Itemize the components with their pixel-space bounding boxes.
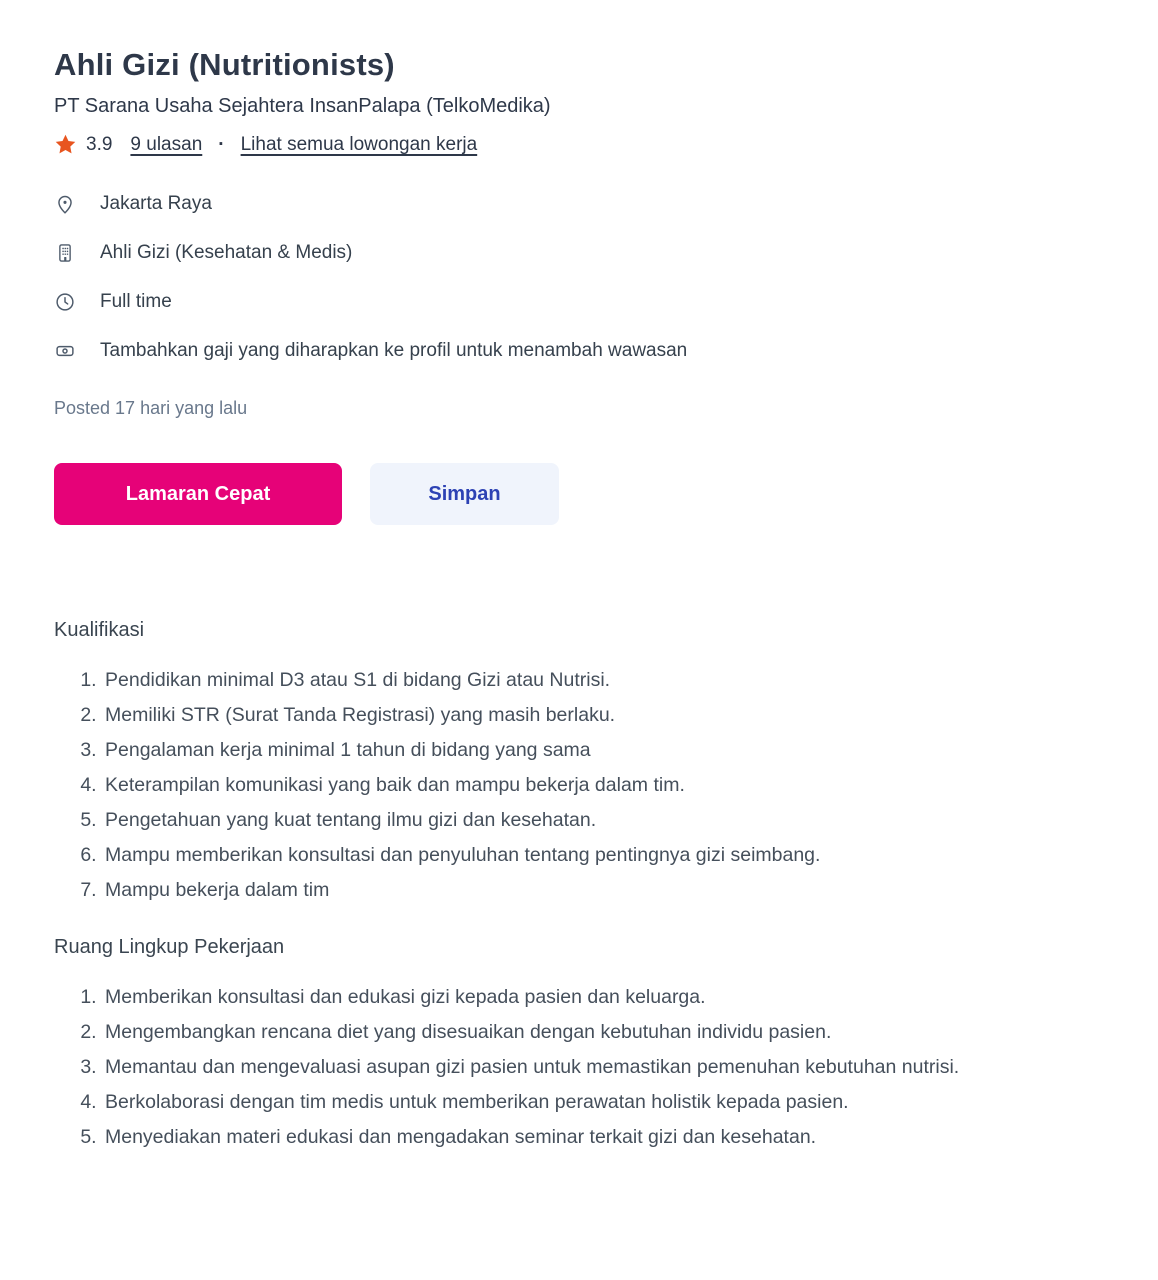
rating-row [54,133,1118,156]
salary-hint-label: Tambahkan gaji yang diharapkan ke profil untuk menambah wawasan [100,340,688,361]
list-item: 5. Menyediakan materi edukasi dan mengadakan seminar terkait gizi dan kesehatan. [102,1120,1118,1155]
qualifications-heading: Kualifikasi [54,619,145,641]
list-item: 1. Memberikan konsultasi dan edukasi gizi kepada pasien dan keluarga. [102,980,1118,1015]
category-label: Ahli Gizi (Kesehatan & Medis) [100,242,353,263]
worktype-label: Full time [100,291,172,312]
list-item: 1. Pendidikan minimal D3 atau S1 di bidang Gizi atau Nutrisi. [102,663,1118,698]
clock-icon [54,291,76,313]
list-item: 2. Memiliki STR (Surat Tanda Registrasi) yang masih berlaku. [102,698,1118,733]
building-icon [54,242,76,264]
list-item: 3. Memantau dan mengevaluasi asupan gizi pasien untuk memastikan pemenuhan kebutuhan nutrisi. [102,1050,1118,1085]
quick-apply-button[interactable]: Lamaran Cepat [54,463,342,525]
job-details-list [54,193,1118,362]
list-item: 2. Mengembangkan rencana diet yang disesuaikan dengan kebutuhan individu pasien. [102,1015,1118,1050]
location-pin-icon [54,193,76,215]
section-job-scope [54,936,1118,1155]
dot-separator: · [218,133,225,155]
job-scope-list [54,980,1118,1155]
location-label: Jakarta Raya [100,193,212,214]
job-scope-heading: Ruang Lingkup Pekerjaan [54,936,285,958]
save-button[interactable]: Simpan [370,463,559,525]
list-item: 3. Pengalaman kerja minimal 1 tahun di bidang yang sama [102,733,1118,768]
all-jobs-link[interactable]: Lihat semua lowongan kerja [240,133,478,155]
banknote-icon [54,340,76,362]
reviews-link[interactable]: 9 ulasan [130,133,203,155]
detail-row-location [54,193,1118,215]
company-name: PT Sarana Usaha Sejahtera InsanPalapa (TelkoMedika) [54,95,551,117]
action-buttons [54,463,1118,525]
detail-row-worktype [54,291,1118,313]
detail-row-category [54,242,1118,264]
detail-row-salary [54,340,1118,362]
posted-date: Posted 17 hari yang lalu [54,398,248,418]
list-item: 4. Keterampilan komunikasi yang baik dan mampu bekerja dalam tim. [102,768,1118,803]
list-item: 7. Mampu bekerja dalam tim [102,873,1118,908]
list-item: 6. Mampu memberikan konsultasi dan penyuluhan tentang pentingnya gizi seimbang. [102,838,1118,873]
star-icon [54,133,77,156]
section-qualifications [54,619,1118,908]
list-item: 5. Pengetahuan yang kuat tentang ilmu gizi dan kesehatan. [102,803,1118,838]
list-item: 4. Berkolaborasi dengan tim medis untuk memberikan perawatan holistik kepada pasien. [102,1085,1118,1120]
qualifications-list [54,663,1118,908]
rating-value: 3.9 [86,133,113,155]
page-title: Ahli Gizi (Nutritionists) [54,47,395,82]
